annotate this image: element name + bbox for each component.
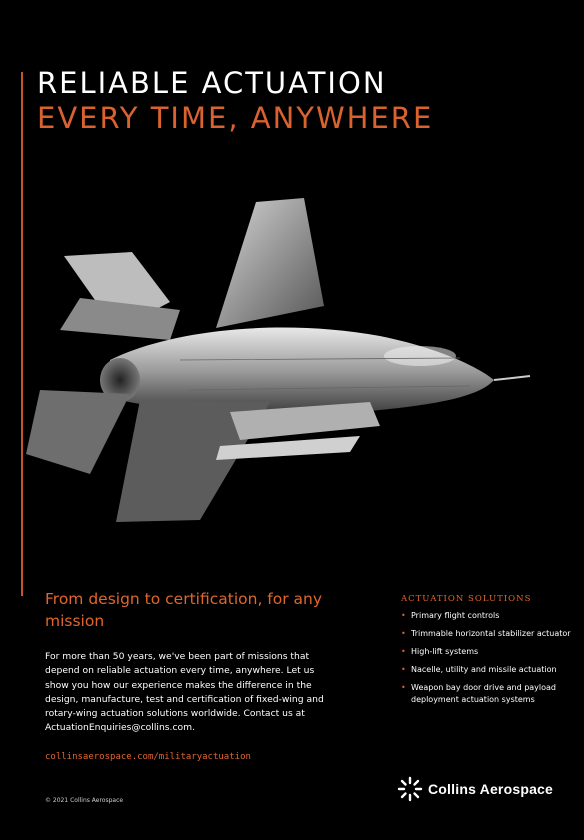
headline-line-1: RELIABLE ACTUATION bbox=[37, 66, 387, 100]
sidebar-item-label: Primary flight controls bbox=[411, 611, 500, 620]
bullet-icon: • bbox=[401, 665, 406, 674]
vertical-tail-right bbox=[216, 198, 324, 328]
headline bbox=[37, 66, 433, 136]
sidebar-item bbox=[401, 628, 571, 640]
sidebar-item bbox=[401, 610, 571, 622]
sidebar-list bbox=[401, 610, 571, 712]
sidebar-item bbox=[401, 664, 571, 676]
canopy-highlight bbox=[384, 346, 456, 366]
website-url[interactable]: collinsaerospace.com/militaryactuation bbox=[45, 752, 251, 762]
bullet-icon: • bbox=[401, 611, 406, 620]
sidebar-item-label: Trimmable horizontal stabilizer actuator bbox=[411, 629, 571, 638]
copyright-notice: © 2021 Collins Aerospace bbox=[45, 797, 124, 804]
sidebar-item-label: Nacelle, utility and missile actuation bbox=[411, 665, 557, 674]
subheading: From design to certification, for any mission bbox=[45, 590, 323, 630]
body-text: For more than 50 years, we've been part of missions that depend on reliable actuation every time, anywhere. Let us show you how our experience makes the difference in the design, manufacture, test and certification of fixed-wing and rotary-wing actuation solutions worldwide. Contact us at ActuationEnquiries@collins.com. bbox=[45, 651, 324, 734]
sidebar-title: ACTUATION SOLUTIONS bbox=[401, 594, 532, 604]
bullet-icon: • bbox=[401, 647, 406, 656]
sidebar-item-label: Weapon bay door drive and payload deployment actuation systems bbox=[411, 683, 557, 704]
sidebar-item bbox=[401, 646, 571, 658]
sidebar-item bbox=[401, 682, 571, 706]
nose-probe bbox=[494, 376, 530, 380]
logo-wordmark: Collins Aerospace bbox=[428, 781, 554, 797]
collins-aerospace-logo bbox=[396, 775, 553, 803]
bullet-icon: • bbox=[401, 683, 406, 692]
headline-line-2: EVERY TIME, ANYWHERE bbox=[37, 101, 434, 135]
sidebar-item-label: High-lift systems bbox=[411, 647, 479, 656]
lower-stabilizer bbox=[26, 390, 130, 474]
fighter-jet-image bbox=[20, 190, 584, 550]
collins-burst-icon bbox=[396, 775, 424, 803]
bullet-icon: • bbox=[401, 629, 406, 638]
